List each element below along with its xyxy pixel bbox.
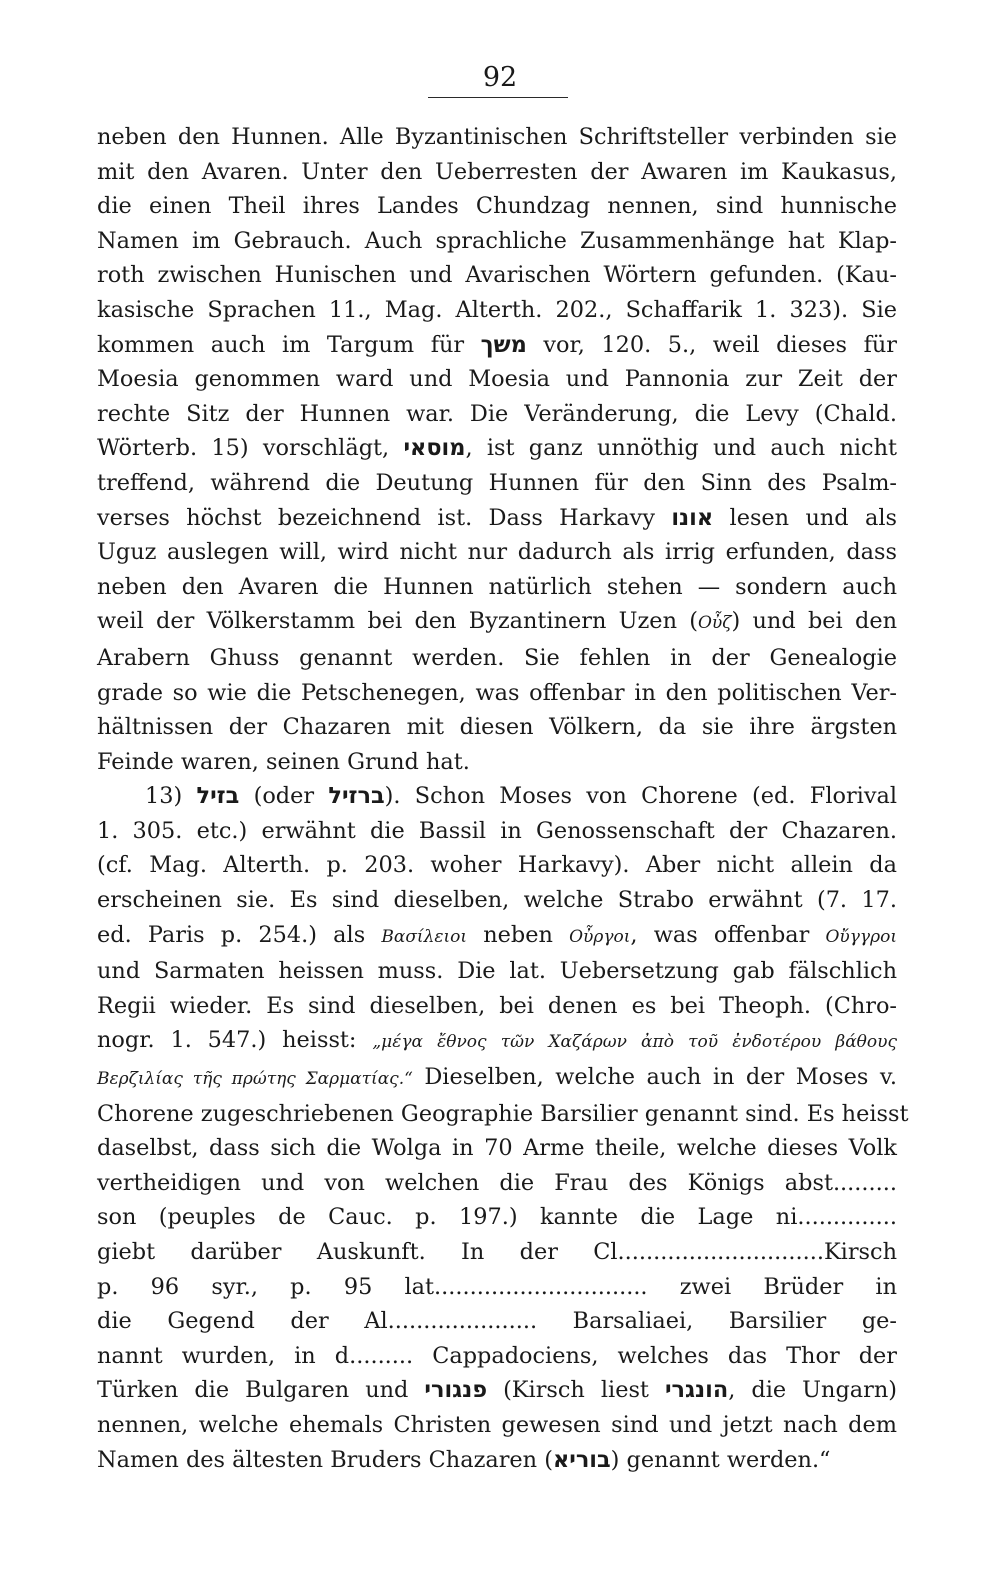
text-run: Moesia genommen ward und Moesia und Pannonia zur Zeit der: [97, 366, 897, 393]
hebrew-word: הונגרי: [664, 1377, 729, 1404]
text-run: p. 96 syr., p. 95 lat.............................. zwei Brüder in: [97, 1273, 897, 1300]
text-line: [97, 258, 897, 293]
text-line: [97, 328, 897, 363]
text-run: ). Schon Moses von Chorene (ed. Florival: [384, 783, 897, 810]
text-run: (cf. Mag. Alterth. p. 203. woher Harkavy). Aber nicht allein da: [97, 852, 897, 879]
greek-phrase: Οὖργοι: [569, 926, 631, 947]
hebrew-word: ברזיל: [328, 783, 385, 810]
text-run: Dieselben, welche auch in der Moses v.: [412, 1064, 897, 1091]
text-run: (Kirsch liest: [487, 1377, 665, 1404]
text-line: [97, 1131, 897, 1166]
page-number: 92: [482, 62, 518, 93]
hebrew-word: בזיל: [196, 783, 240, 810]
text-run: grade so wie die Petschenegen, was offenbar in den politischen Ver-: [97, 679, 897, 706]
text-line: [97, 1023, 897, 1060]
text-line: [97, 570, 897, 605]
hebrew-word: אונו: [671, 504, 714, 531]
text-line: [97, 1060, 897, 1097]
greek-phrase: Οὖζ: [698, 613, 732, 634]
text-line: [97, 397, 897, 432]
hebrew-word: פנגורי: [424, 1377, 488, 1404]
text-run: verses höchst bezeichnend ist. Dass Harkavy: [97, 504, 672, 531]
text-line: [97, 918, 897, 955]
text-run: , ist ganz unnöthig und auch nicht: [465, 435, 897, 462]
text-run: Feinde waren, seinen Grund hat.: [97, 748, 470, 775]
text-line: [97, 814, 897, 849]
text-line: [97, 466, 897, 501]
text-run: kasische Sprachen 11., Mag. Alterth. 202., Schaffarik 1. 323). Sie: [97, 296, 897, 323]
text-run: nogr. 1. 547.) heisst:: [97, 1027, 373, 1054]
text-run: giebt darüber Auskunft. In der Cl.............................Kirsch: [97, 1239, 897, 1265]
text-line: [97, 1235, 897, 1270]
text-run: ) und bei den: [731, 608, 897, 635]
text-line: [97, 1304, 897, 1339]
text-line: [97, 1097, 909, 1132]
text-run: vertheidigen und von welchen die Frau des Königs abst.........: [97, 1169, 897, 1196]
text-line: [97, 535, 897, 570]
page-number-rule: [428, 97, 568, 98]
text-run: roth zwischen Hunischen und Avarischen Wörtern gefunden. (Kau-: [97, 262, 897, 289]
text-line: [97, 120, 897, 155]
text-line: [97, 362, 897, 397]
text-line: [97, 883, 897, 918]
text-run: , die Ungarn): [728, 1377, 897, 1404]
text-run: die Gegend der Al..................... Barsaliaei, Barsilier ge-: [97, 1308, 897, 1335]
text-line: [97, 1270, 897, 1305]
text-run: Wörterb. 15) vorschlägt,: [97, 435, 404, 462]
text-run: ) genannt werden.“: [610, 1446, 831, 1473]
text-line: [97, 189, 897, 224]
greek-phrase: Βερζιλίας τῆς πρώτης Σαρματίας.“: [97, 1069, 413, 1090]
text-run: Namen des ältesten Bruders Chazaren (: [97, 1446, 553, 1473]
text-run: weil der Völkerstamm bei den Byzantinern Uzen (: [97, 608, 698, 635]
greek-phrase: „μέγα ἔθνος τῶν Χαζάρων ἀπὸ τοῦ ἐνδοτέρου βάθους: [372, 1032, 897, 1053]
text-line: [97, 431, 897, 466]
text-line: [97, 1200, 897, 1235]
text-line: [97, 224, 897, 259]
greek-phrase: Οὔγγροι: [825, 926, 897, 947]
text-line: [97, 293, 897, 328]
text-run: und Sarmaten heissen muss. Die lat. Uebersetzung gab fälschlich: [97, 958, 897, 985]
hebrew-word: מוסאי: [403, 435, 466, 462]
text-run: neben: [467, 921, 570, 948]
text-line: [97, 1339, 897, 1374]
text-run: treffend, während die Deutung Hunnen für den Sinn des Psalm-: [97, 469, 897, 496]
text-run: nannt wurden, in d......... Cappadociens, welches das Thor der: [97, 1342, 897, 1369]
greek-phrase: Βασίλειοι: [381, 926, 468, 947]
text-run: 13): [145, 783, 197, 810]
text-run: Chorene zugeschriebenen Geographie Barsilier genannt sind. Es heisst: [97, 1100, 909, 1127]
text-run: 1. 305. etc.) erwähnt die Bassil in Genossenschaft der Chazaren.: [97, 817, 897, 844]
text-run: mit den Avaren. Unter den Ueberresten der Awaren im Kaukasus,: [97, 158, 897, 185]
text-run: rechte Sitz der Hunnen war. Die Veränderung, die Levy (Chald.: [97, 400, 897, 427]
text-line: [97, 1373, 897, 1408]
text-run: son (peuples de Cauc. p. 197.) kannte die Lage ni..............: [97, 1204, 897, 1231]
text-line: [97, 1166, 897, 1201]
text-run: Uguz auslegen will, wird nicht nur dadurch als irrig erfunden, dass: [97, 539, 897, 566]
text-line: [97, 604, 897, 641]
text-run: daselbst, dass sich die Wolga in 70 Arme theile, welche dieses Volk: [97, 1135, 897, 1162]
hebrew-word: בוריא: [552, 1446, 611, 1473]
text-run: neben den Avaren die Hunnen natürlich stehen — sondern auch: [97, 573, 897, 600]
text-run: ed. Paris p. 254.) als: [97, 921, 382, 948]
text-run: hältnissen der Chazaren mit diesen Völkern, da sie ihre ärgsten: [97, 714, 897, 741]
text-run: erscheinen sie. Es sind dieselben, welche Strabo erwähnt (7. 17.: [97, 887, 897, 914]
text-run: Arabern Ghuss genannt werden. Sie fehlen in der Genealogie: [97, 644, 897, 671]
text-run: (oder: [239, 783, 329, 810]
text-line: [97, 676, 897, 711]
text-line: [97, 1408, 897, 1443]
text-run: Regii wieder. Es sind dieselben, bei denen es bei Theoph. (Chro-: [97, 992, 897, 1019]
text-line: [97, 954, 897, 989]
text-line: [97, 501, 897, 536]
text-run: neben den Hunnen. Alle Byzantinischen Schriftsteller verbinden sie: [97, 124, 897, 150]
hebrew-word: משך: [480, 331, 527, 358]
text-run: kommen auch im Targum für: [97, 331, 481, 358]
text-line: [97, 641, 897, 676]
text-run: Namen im Gebrauch. Auch sprachliche Zusammenhänge hat Klap-: [97, 227, 897, 254]
text-line: [97, 779, 897, 814]
text-line: [97, 848, 897, 883]
body-text: [97, 120, 909, 1477]
text-line: [97, 745, 897, 780]
text-line: [97, 710, 897, 745]
text-run: vor, 120. 5., weil dieses für: [526, 331, 897, 358]
text-line: [97, 155, 897, 190]
text-run: Türken die Bulgaren und: [97, 1377, 425, 1404]
text-run: die einen Theil ihres Landes Chundzag nennen, sind hunnische: [97, 193, 897, 220]
text-run: , was offenbar: [630, 921, 826, 948]
text-line: [97, 1443, 897, 1478]
text-line: [97, 989, 897, 1024]
text-run: nennen, welche ehemals Christen gewesen sind und jetzt nach dem: [97, 1411, 897, 1438]
text-run: lesen und als: [713, 504, 897, 531]
